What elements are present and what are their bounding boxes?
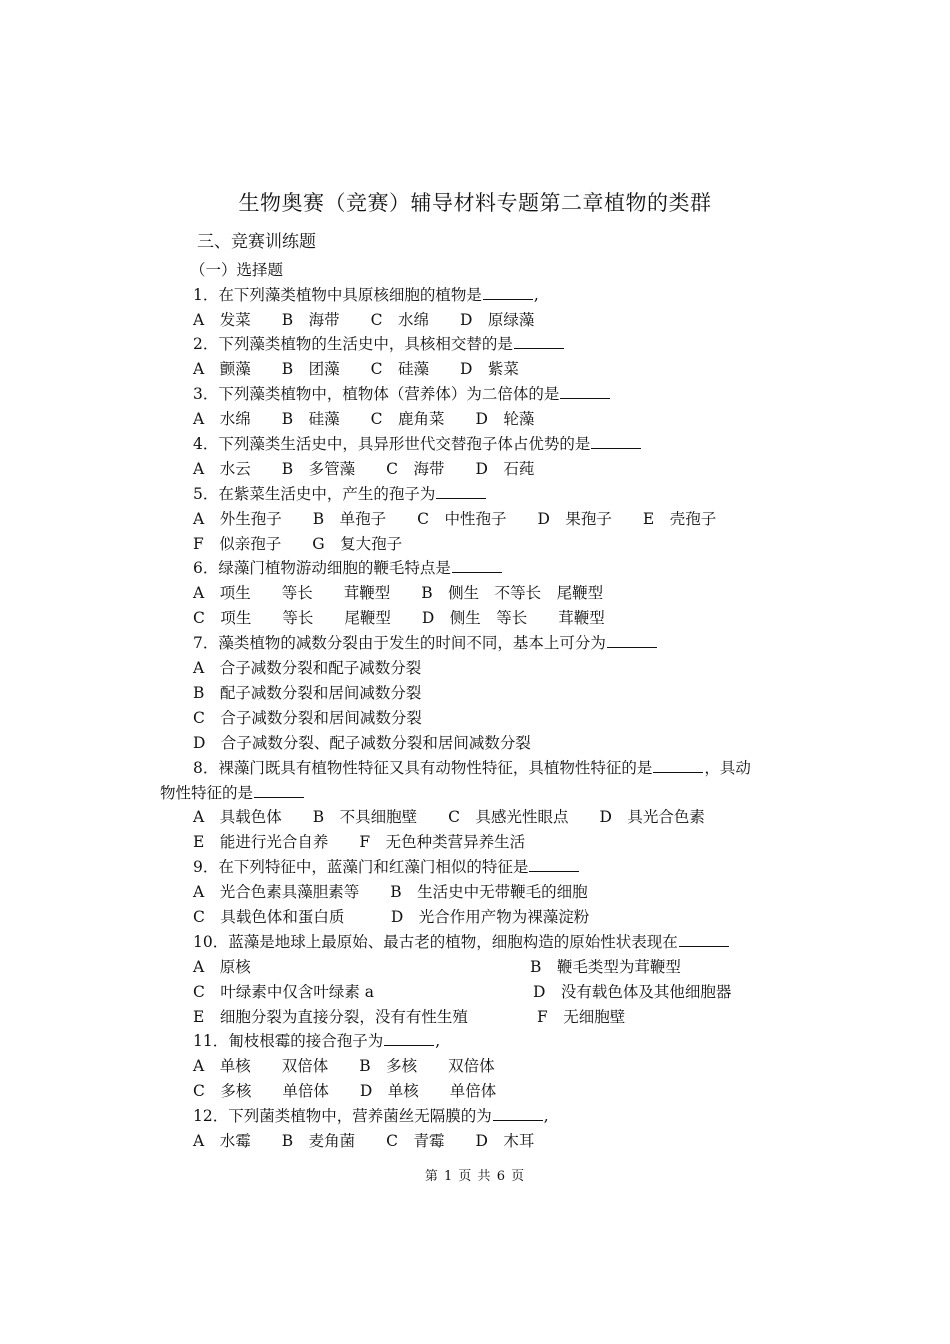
answer-blank xyxy=(514,334,564,349)
question-7-option-b: B 配子减数分裂和居间减数分裂 xyxy=(193,684,422,702)
section-heading: 三、竞赛训练题 xyxy=(197,232,316,252)
question-text: 12．下列菌类植物中，营养菌丝无隔膜的为 xyxy=(193,1107,492,1125)
question-12-options: A 水霉 B 麦角菌 C 青霉 D 木耳 xyxy=(193,1132,535,1150)
question-3-options: A 水绵 B 硅藻 C 鹿角菜 D 轮藻 xyxy=(193,410,535,428)
question-9-options-1: A 光合色素具藻胆素等 B 生活史中无带鞭毛的细胞 xyxy=(193,883,588,901)
question-6-options-2: C 项生 等长 尾鞭型 D 侧生 等长 茸鞭型 xyxy=(193,609,605,627)
question-text: 4．下列藻类生活史中，具异形世代交替孢子体占优势的是 xyxy=(193,435,591,453)
page-footer: 第 1 页 共 6 页 xyxy=(424,1169,526,1184)
question-11-options-1: A 单核 双倍体 B 多核 双倍体 xyxy=(193,1057,495,1075)
question-text: 物性特征的是 xyxy=(160,784,254,802)
question-4 xyxy=(193,434,642,454)
question-11: 11．匍枝根霉的接合孢子为 , xyxy=(193,1032,441,1050)
question-10 xyxy=(193,932,730,952)
question-5-options-2: F 似亲孢子 G 复大孢子 xyxy=(193,535,403,553)
question-9 xyxy=(193,857,580,877)
question-10-option-b: B 鞭毛类型为茸鞭型 xyxy=(530,958,681,976)
question-text: 9．在下列特征中，蓝藻门和红藻门相似的特征是 xyxy=(193,858,529,876)
answer-blank xyxy=(560,384,610,399)
question-2 xyxy=(193,334,565,354)
question-7 xyxy=(193,633,658,653)
question-text: 7．藻类植物的减数分裂由于发生的时间不同，基本上可分为 xyxy=(193,634,606,652)
question-1: 1．在下列藻类植物中具原核细胞的植物是 , xyxy=(193,286,539,304)
answer-blank xyxy=(452,558,502,573)
question-9-options-2: C 具载色体和蛋白质 D 光合作用产物为裸藻淀粉 xyxy=(193,908,590,926)
question-2-options: A 颤藻 B 团藻 C 硅藻 D 紫菜 xyxy=(193,360,519,378)
question-text: 8．裸藻门既具有植物性特征又具有动物性特征，具植物性特征的是 xyxy=(193,759,653,777)
question-text: 10．蓝藻是地球上最原始、最古老的植物，细胞构造的原始性状表现在 xyxy=(193,933,678,951)
question-11-options-2: C 多核 单倍体 D 单核 单倍体 xyxy=(193,1082,497,1100)
question-8 xyxy=(193,758,751,778)
question-7-option-c: C 合子减数分裂和居间减数分裂 xyxy=(193,709,422,727)
question-1-options: A 发菜 B 海带 C 水绵 D 原绿藻 xyxy=(193,311,535,329)
question-text: ，具动 xyxy=(704,759,751,777)
answer-blank xyxy=(384,1031,434,1046)
question-6 xyxy=(193,558,503,578)
question-5 xyxy=(193,484,487,504)
question-12: 12．下列菌类植物中，营养菌丝无隔膜的为 , xyxy=(193,1107,549,1125)
answer-blank xyxy=(254,783,304,798)
question-8-options-1: A 具载色体 B 不具细胞壁 C 具感光性眼点 D 具光合色素 xyxy=(193,808,705,826)
question-10-option-f: F 无细胞壁 xyxy=(537,1008,626,1026)
question-8-options-2: E 能进行光合自养 F 无色种类营异养生活 xyxy=(193,833,526,851)
answer-blank xyxy=(436,484,486,499)
question-text: 1．在下列藻类植物中具原核细胞的植物是 xyxy=(193,286,482,304)
answer-blank xyxy=(607,633,657,648)
question-10-option-a: A 原核 xyxy=(193,958,251,976)
answer-blank xyxy=(483,285,533,300)
answer-blank xyxy=(653,758,703,773)
question-10-option-c: C 叶绿素中仅含叶绿素 a xyxy=(193,983,375,1001)
subsection-heading: （一）选择题 xyxy=(190,261,284,279)
question-text: 2．下列藻类植物的生活史中，具核相交替的是 xyxy=(193,335,513,353)
question-6-options-1: A 项生 等长 茸鞭型 B 侧生 不等长 尾鞭型 xyxy=(193,584,604,602)
answer-blank xyxy=(493,1106,543,1121)
document-title: 生物奥赛（竞赛）辅导材料专题第二章植物的类群 xyxy=(238,191,712,215)
question-text: 6．绿藻门植物游动细胞的鞭毛特点是 xyxy=(193,559,451,577)
question-5-options-1: A 外生孢子 B 单孢子 C 中性孢子 D 果孢子 E 壳孢子 xyxy=(193,510,717,528)
question-10-option-d: D 没有载色体及其他细胞器 xyxy=(533,983,732,1001)
answer-blank xyxy=(679,932,729,947)
question-text: 11．匍枝根霉的接合孢子为 xyxy=(193,1032,384,1050)
question-10-option-e: E 细胞分裂为直接分裂，没有有性生殖 xyxy=(193,1008,468,1026)
answer-blank xyxy=(529,857,579,872)
answer-blank xyxy=(591,434,641,449)
question-7-option-d: D 合子减数分裂、配子减数分裂和居间减数分裂 xyxy=(193,734,531,752)
question-text: 3．下列藻类植物中，植物体（营养体）为二倍体的是 xyxy=(193,385,560,403)
question-text: 5．在紫菜生活史中，产生的孢子为 xyxy=(193,485,436,503)
question-4-options: A 水云 B 多管藻 C 海带 D 石莼 xyxy=(193,460,535,478)
question-8-continued xyxy=(160,783,305,803)
question-3 xyxy=(193,384,611,404)
question-7-option-a: A 合子减数分裂和配子减数分裂 xyxy=(193,659,422,677)
